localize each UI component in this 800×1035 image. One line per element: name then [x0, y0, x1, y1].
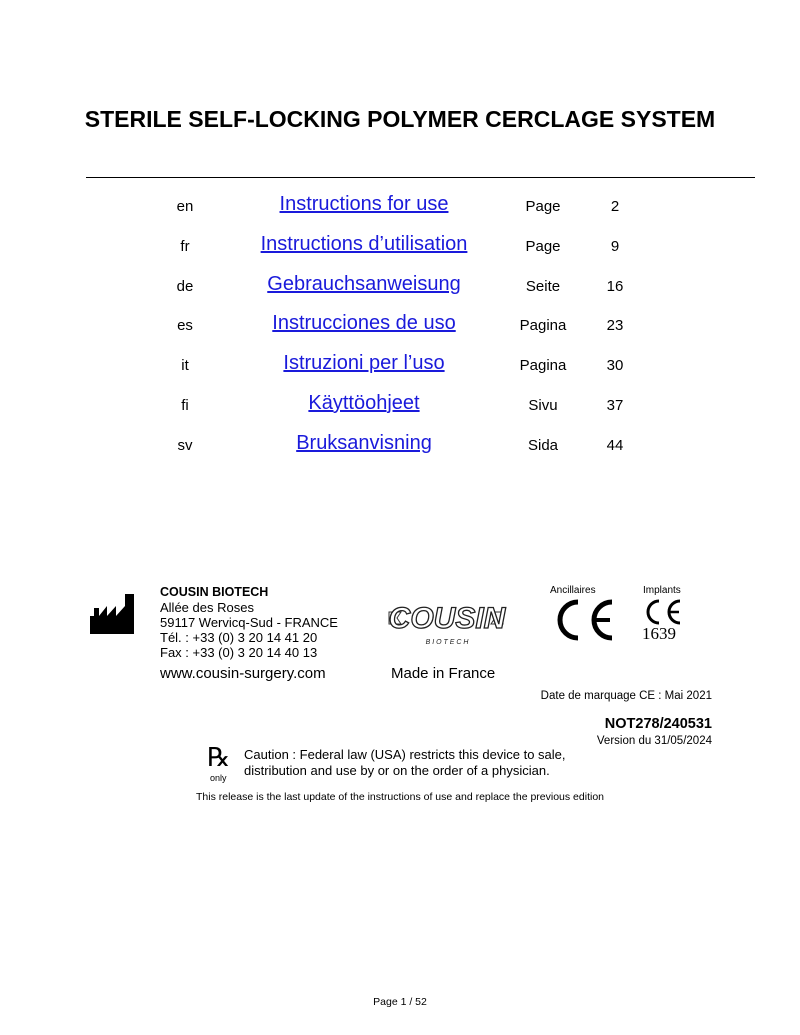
- toc-language-code: es: [177, 317, 193, 335]
- toc-page-number: 30: [606, 357, 624, 375]
- toc-page-number: 2: [610, 198, 620, 215]
- toc-language-code: it: [181, 357, 189, 375]
- rx-symbol: ℞: [207, 743, 231, 772]
- toc-row: [0, 192, 800, 222]
- toc-link[interactable]: Istruzioni per l’uso: [283, 352, 445, 375]
- logo-subtext: B I O T E C H: [425, 639, 469, 646]
- toc-row: [0, 272, 800, 302]
- toc-link[interactable]: Instructions d’utilisation: [260, 232, 468, 255]
- toc-language-code: de: [176, 277, 194, 295]
- toc-row: [0, 311, 800, 341]
- version-date: Version du 31/05/2024: [596, 735, 712, 747]
- rx-only-text: only: [210, 773, 227, 783]
- toc-language-code: fi: [181, 397, 189, 414]
- telephone: Tél. : +33 (0) 3 20 14 41 20: [160, 630, 318, 645]
- toc-link[interactable]: Instrucciones de uso: [272, 312, 456, 335]
- toc-language-code: en: [176, 198, 194, 215]
- page-number: Page 1 / 52: [373, 996, 427, 1008]
- ce-marking-date: Date de marquage CE : Mai 2021: [540, 690, 712, 702]
- fax: Fax : +33 (0) 3 20 14 40 13: [160, 645, 318, 660]
- toc-page-word: Page: [525, 198, 561, 215]
- toc-page-number: 16: [606, 277, 624, 295]
- toc-row: [0, 351, 800, 381]
- rx-only-icon: [205, 742, 235, 784]
- website-link[interactable]: www.cousin-surgery.com: [160, 665, 326, 682]
- made-in-label: Made in France: [391, 665, 496, 682]
- address-line-2: 59117 Wervicq-Sud - FRANCE: [160, 615, 338, 630]
- factory-icon: [89, 590, 135, 636]
- ancillaires-label: Ancillaires: [550, 585, 596, 596]
- implants-label: Implants: [643, 585, 681, 596]
- toc-page-word: Pagina: [519, 317, 567, 335]
- toc-link[interactable]: Gebrauchsanweisung: [267, 272, 461, 295]
- manufacturer-block: [160, 585, 338, 660]
- toc-page-word: Seite: [525, 277, 561, 295]
- toc-language-code: fr: [180, 237, 190, 255]
- title-divider: [86, 177, 755, 178]
- toc-row: [0, 431, 800, 461]
- toc-page-number: 9: [610, 237, 620, 255]
- toc-page-word: Sida: [527, 436, 559, 454]
- toc-link[interactable]: Instructions for use: [279, 193, 449, 215]
- caution-line-2: distribution and use by or on the order of a physician.: [244, 763, 550, 778]
- toc-language-code: sv: [177, 436, 193, 454]
- logo-wordmark: COUSIN: [388, 602, 506, 635]
- toc-page-word: Pagina: [519, 357, 567, 375]
- toc-page-number: 44: [606, 436, 624, 454]
- cousin-biotech-logo: [387, 592, 507, 650]
- ce-mark-icon: [556, 598, 616, 642]
- toc-link[interactable]: Bruksanvisning: [296, 431, 432, 454]
- notified-body-number: 1639: [642, 624, 676, 643]
- company-name: COUSIN BIOTECH: [160, 585, 269, 599]
- document-reference: NOT278/240531: [604, 716, 712, 732]
- toc-page-number: 23: [606, 317, 624, 335]
- toc-page-word: Page: [525, 237, 561, 255]
- caution-line-1: Caution : Federal law (USA) restricts this device to sale,: [244, 747, 566, 762]
- toc-row: [0, 391, 800, 421]
- ce-mark-implants-icon: [644, 598, 684, 626]
- release-note: This release is the last update of the instructions of use and replace the previous edition: [196, 791, 604, 803]
- document-title: STERILE SELF-LOCKING POLYMER CERCLAGE SYSTEM: [84, 106, 716, 132]
- toc-page-word: Sivu: [528, 397, 558, 414]
- toc-row: [0, 232, 800, 262]
- toc-link[interactable]: Käyttöohjeet: [308, 392, 420, 414]
- caution-statement: [244, 747, 566, 779]
- toc-page-number: 37: [606, 397, 624, 414]
- address-line-1: Allée des Roses: [160, 600, 254, 615]
